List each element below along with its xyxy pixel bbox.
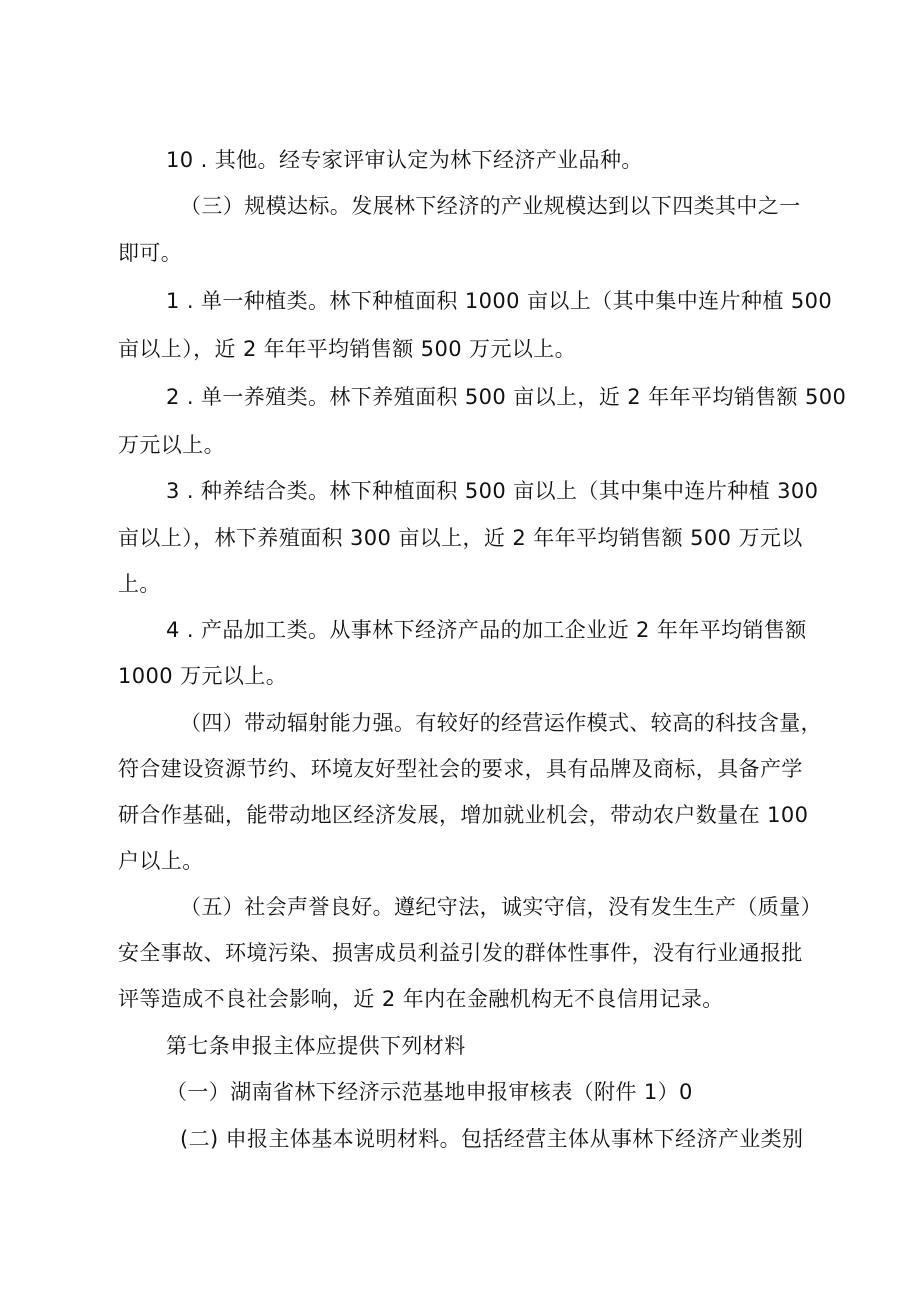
paragraph-line: 3 . 种养结合类。林下种植面积 500 亩以上（其中集中连片种植 300 xyxy=(166,479,819,503)
paragraph-line: 评等造成不良社会影响，近 2 年内在金融机构无不良信用记录。 xyxy=(118,987,724,1011)
paragraph-line: （一）湖南省林下经济示范基地申报审核表（附件 1）0 xyxy=(166,1080,693,1104)
paragraph-line: 第七条申报主体应提供下列材料 xyxy=(166,1034,466,1058)
paragraph-line: 上。 xyxy=(118,572,161,596)
paragraph-line: 万元以上。 xyxy=(118,433,225,457)
paragraph-line: 4 . 产品加工类。从事林下经济产品的加工企业近 2 年年平均销售额 xyxy=(166,618,807,642)
paragraph-line: 亩以上），林下养殖面积 300 亩以上，近 2 年年平均销售额 500 万元以 xyxy=(118,526,803,550)
paragraph-line: 研合作基础，能带动地区经济发展，增加就业机会，带动农户数量在 100 xyxy=(118,803,809,827)
paragraph-line: (二) 申报主体基本说明材料。包括经营主体从事林下经济产业类别 xyxy=(180,1127,804,1151)
paragraph-line: 1000 万元以上。 xyxy=(118,664,288,688)
paragraph-line: 亩以上），近 2 年年平均销售额 500 万元以上。 xyxy=(118,337,577,361)
paragraph-line: （三）规模达标。发展林下经济的产业规模达到以下四类其中之一 xyxy=(180,194,801,218)
paragraph-line: 2 . 单一养殖类。林下养殖面积 500 亩以上，近 2 年年平均销售额 500 xyxy=(166,385,847,409)
paragraph-line: 符合建设资源节约、环境友好型社会的要求，具有品牌及商标，具备产学 xyxy=(118,757,803,781)
paragraph-line: 1 . 单一种植类。林下种植面积 1000 亩以上（其中集中连片种植 500 xyxy=(166,289,833,313)
paragraph-line: 户以上。 xyxy=(118,849,204,873)
paragraph-line: 安全事故、环境污染、损害成员利益引发的群体性事件，没有行业通报批 xyxy=(118,941,803,965)
paragraph-line: （五）社会声誉良好。遵纪守法，诚实守信，没有发生生产（质量） xyxy=(180,895,822,919)
paragraph-line: 即可。 xyxy=(118,241,183,265)
paragraph-line: （四）带动辐射能力强。有较好的经营运作模式、较高的科技含量， xyxy=(180,711,822,735)
paragraph-line: 10 . 其他。经专家评审认定为林下经济产业品种。 xyxy=(166,148,643,172)
